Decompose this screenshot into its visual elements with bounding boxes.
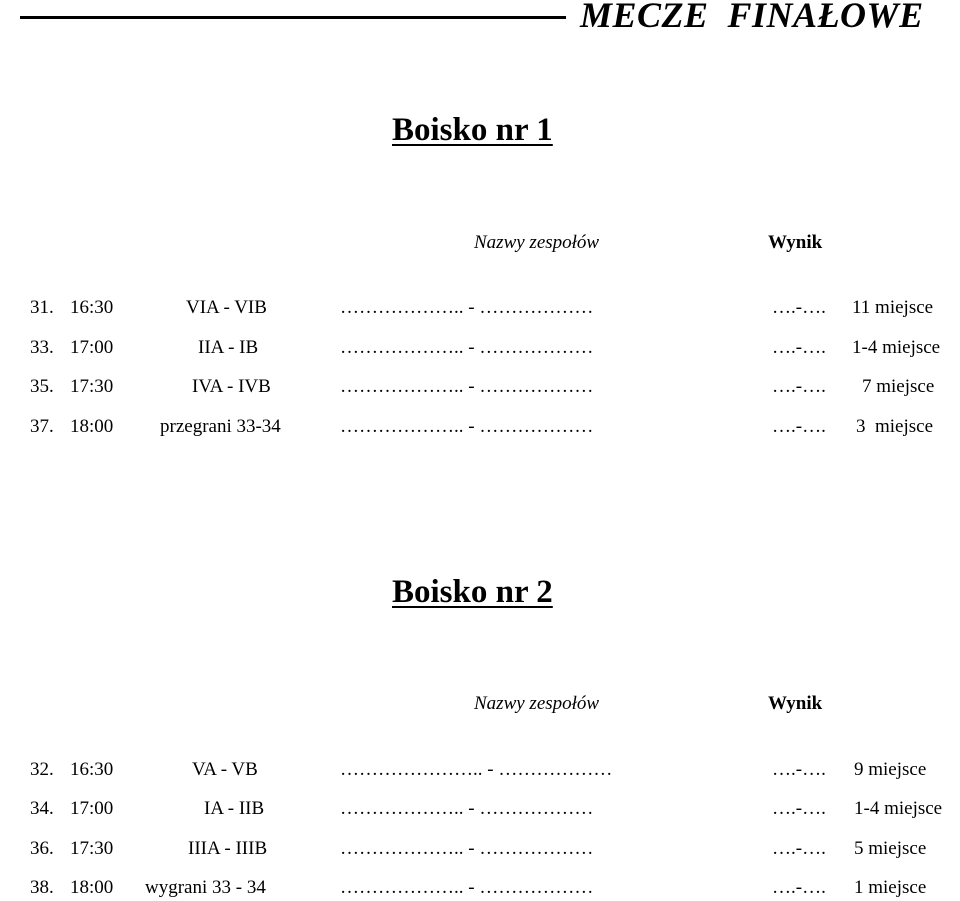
header-result-2: Wynik <box>768 693 823 714</box>
match-place: 7 miejsce <box>862 376 935 397</box>
match-row <box>0 335 960 361</box>
teams-fill-line: ……………….. - ……………… <box>340 838 594 859</box>
score-fill-line: ….-…. <box>772 877 826 898</box>
match-number: 32. <box>30 759 54 780</box>
title-rule <box>20 16 566 19</box>
score-fill-line: ….-…. <box>772 337 826 358</box>
match-number: 35. <box>30 376 54 397</box>
teams-fill-line: ……………….. - ……………… <box>340 297 594 318</box>
match-number: 37. <box>30 416 54 437</box>
teams-fill-line: ……………….. - ……………… <box>340 877 594 898</box>
score-fill-line: ….-…. <box>772 759 826 780</box>
match-row <box>0 796 960 822</box>
match-pair: IVA - IVB <box>192 376 271 397</box>
match-place: 11 miejsce <box>852 297 934 318</box>
match-time: 18:00 <box>70 416 114 437</box>
match-row <box>0 414 960 440</box>
match-row <box>0 875 960 901</box>
header-result-1: Wynik <box>768 232 823 253</box>
teams-fill-line: ……………….. - ……………… <box>340 337 594 358</box>
match-pair: wygrani 33 - 34 <box>145 877 266 898</box>
match-row <box>0 836 960 862</box>
match-pair: IIIA - IIIB <box>188 838 268 859</box>
match-pair: VA - VB <box>192 759 258 780</box>
match-row <box>0 374 960 400</box>
teams-fill-line: ………………….. - ……………… <box>340 759 613 780</box>
match-place: 1 miejsce <box>854 877 927 898</box>
match-time: 16:30 <box>70 759 114 780</box>
match-pair: VIA - VIB <box>186 297 267 318</box>
match-number: 38. <box>30 877 54 898</box>
header-teams-1: Nazwy zespołów <box>474 232 600 253</box>
match-place: 5 miejsce <box>854 838 927 859</box>
score-fill-line: ….-…. <box>772 798 826 819</box>
score-fill-line: ….-…. <box>772 838 826 859</box>
teams-fill-line: ……………….. - ……………… <box>340 376 594 397</box>
page-title: MECZE FINAŁOWE <box>580 0 924 35</box>
match-number: 36. <box>30 838 54 859</box>
match-place: 9 miejsce <box>854 759 927 780</box>
teams-fill-line: ……………….. - ……………… <box>340 416 594 437</box>
match-pair: IA - IIB <box>204 798 265 819</box>
section-title-boisko-1: Boisko nr 1 <box>392 112 553 148</box>
match-number: 33. <box>30 337 54 358</box>
match-number: 31. <box>30 297 54 318</box>
match-time: 17:00 <box>70 337 114 358</box>
teams-fill-line: ……………….. - ……………… <box>340 798 594 819</box>
match-place: 1-4 miejsce <box>854 798 943 819</box>
match-row <box>0 295 960 321</box>
match-pair: IIA - IB <box>198 337 259 358</box>
match-time: 17:30 <box>70 838 114 859</box>
match-row <box>0 757 960 783</box>
section-title-boisko-2: Boisko nr 2 <box>392 574 553 610</box>
score-fill-line: ….-…. <box>772 376 826 397</box>
match-time: 17:00 <box>70 798 114 819</box>
match-time: 16:30 <box>70 297 114 318</box>
match-place: 1-4 miejsce <box>852 337 941 358</box>
header-teams-2: Nazwy zespołów <box>474 693 600 714</box>
match-pair: przegrani 33-34 <box>160 416 281 437</box>
match-time: 18:00 <box>70 877 114 898</box>
match-number: 34. <box>30 798 54 819</box>
score-fill-line: ….-…. <box>772 297 826 318</box>
match-time: 17:30 <box>70 376 114 397</box>
score-fill-line: ….-…. <box>772 416 826 437</box>
match-place: 3 miejsce <box>856 416 934 437</box>
